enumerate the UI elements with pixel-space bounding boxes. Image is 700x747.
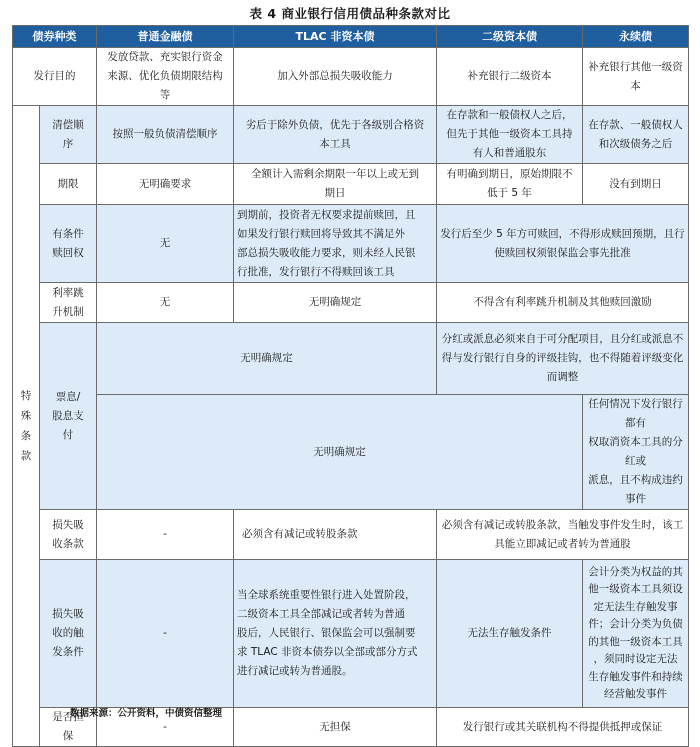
cell-purpose-ordinary: 发放贷款、充实银行资金 来源、优化负债期限结构 等 xyxy=(97,48,234,106)
cell-term-tier2: 有明确到期日，原始期限不 低于 5 年 xyxy=(437,164,583,205)
cell-repayment-tier2: 在存款和一般债权人之后， 但先于其他一级资本工具持 有人和普通股东 xyxy=(437,106,583,164)
row-loss-clause xyxy=(13,510,689,560)
cell-dividend-merged-2: 无明确规定 xyxy=(97,395,583,510)
cell-loss-clause-tlac: 必须含有减记或转股条款 xyxy=(234,510,437,560)
label-trigger: 损失吸 收的触 发条件 xyxy=(40,560,97,708)
label-dividend: 票息/ 股息支 付 xyxy=(40,323,97,510)
row-call xyxy=(13,205,689,283)
cell-call-tier2-perpetual: 发行后至少 5 年方可赎回，不得形成赎回预期，且行 使赎回权须银保监会事先批准 xyxy=(437,205,689,283)
cell-repayment-ordinary: 按照一般负债清偿顺序 xyxy=(97,106,234,164)
header-perpetual: 永续债 xyxy=(583,26,689,48)
label-purpose: 发行目的 xyxy=(13,48,97,106)
header-bond-type: 债券种类 xyxy=(13,26,97,48)
cell-trigger-ordinary: - xyxy=(97,560,234,708)
label-guarantee: 是否担 保 xyxy=(40,708,97,747)
row-dividend-1 xyxy=(13,323,689,395)
cell-term-ordinary: 无明确要求 xyxy=(97,164,234,205)
cell-guarantee-tlac: 无担保 xyxy=(234,708,437,747)
cell-repayment-perpetual: 在存款、一般债权人 和次级债务之后 xyxy=(583,106,689,164)
cell-stepup-ordinary: 无 xyxy=(97,283,234,323)
table-title: 表 4 商业银行信用债品种条款对比 xyxy=(249,6,451,21)
cell-trigger-tlac: 当全球系统重要性银行进入处置阶段， 二级资本工具全部减记或者转为普通 股后，人民银行、银保监会可以强制要 求 TLAC 非资本债券以全部或部分方式 进行减记或转为普通股。 xyxy=(234,560,437,708)
header-tier2: 二级资本债 xyxy=(437,26,583,48)
cell-loss-clause-ordinary: - xyxy=(97,510,234,560)
cell-stepup-tier2-perpetual: 不得含有利率跳升机制及其他赎回激励 xyxy=(437,283,689,323)
label-term: 期限 xyxy=(40,164,97,205)
cell-trigger-tier2: 无法生存触发条件 xyxy=(437,560,583,708)
header-tlac: TLAC 非资本债 xyxy=(234,26,437,48)
row-term xyxy=(13,164,689,205)
cell-repayment-tlac: 劣后于除外负债，优先于各级别合格资 本工具 xyxy=(234,106,437,164)
header-row xyxy=(13,26,689,48)
row-repayment xyxy=(13,106,689,164)
header-ordinary: 普通金融债 xyxy=(97,26,234,48)
cell-dividend-right-2: 任何情况下发行银行都有 权取消资本工具的分红或 派息，且不构成违约事件 xyxy=(583,395,689,510)
label-stepup: 利率跳 升机制 xyxy=(40,283,97,323)
row-stepup xyxy=(13,283,689,323)
cell-stepup-tlac: 无明确规定 xyxy=(234,283,437,323)
comparison-table xyxy=(12,25,689,747)
cell-purpose-perpetual: 补充银行其他一级资 本 xyxy=(583,48,689,106)
cell-purpose-tlac: 加入外部总损失吸收能力 xyxy=(234,48,437,106)
row-dividend-2 xyxy=(13,395,689,510)
label-call: 有条件 赎回权 xyxy=(40,205,97,283)
label-special-clauses: 特 殊 条 款 xyxy=(13,106,40,747)
row-trigger xyxy=(13,560,689,708)
cell-term-tlac: 全额计入需剩余期限一年以上或无到 期日 xyxy=(234,164,437,205)
label-loss-clause: 损失吸 收条款 xyxy=(40,510,97,560)
cell-call-tlac: 到期前，投资者无权要求提前赎回，且 如果发行银行赎回将导致其不满足外 部总损失吸收能力要求，则未经人民银 行批准，发行银行不得赎回该工具 xyxy=(234,205,437,283)
cell-dividend-merged-1: 无明确规定 xyxy=(97,323,437,395)
cell-call-ordinary: 无 xyxy=(97,205,234,283)
cell-term-perpetual: 没有到期日 xyxy=(583,164,689,205)
cell-trigger-perpetual: 会计分类为权益的其 他一级资本工具须设 定无法生存触发事 件；会计分类为负债 的其他一级资本工具 ，须同时设定无法 生存触发事件和持续 经营触发事件 xyxy=(583,560,689,708)
cell-loss-clause-tier2-perpetual: 必须含有减记或转股条款，当触发事件发生时，该工 具能立即减记或者转为普通股 xyxy=(437,510,689,560)
row-purpose xyxy=(13,48,689,106)
data-source-note: 数据来源：公开资料，中债资信整理 xyxy=(70,708,223,719)
cell-guarantee-tier2-perpetual: 发行银行或其关联机构不得提供抵押或保证 xyxy=(437,708,689,747)
cell-guarantee-ordinary: - xyxy=(97,708,234,747)
cell-purpose-tier2: 补充银行二级资本 xyxy=(437,48,583,106)
label-repayment: 清偿顺 序 xyxy=(40,106,97,164)
cell-dividend-right-1: 分红或派息必须来自于可分配项目，且分红或派息不 得与发行银行自身的评级挂钩，也不得随着评级变化 而调整 xyxy=(437,323,689,395)
